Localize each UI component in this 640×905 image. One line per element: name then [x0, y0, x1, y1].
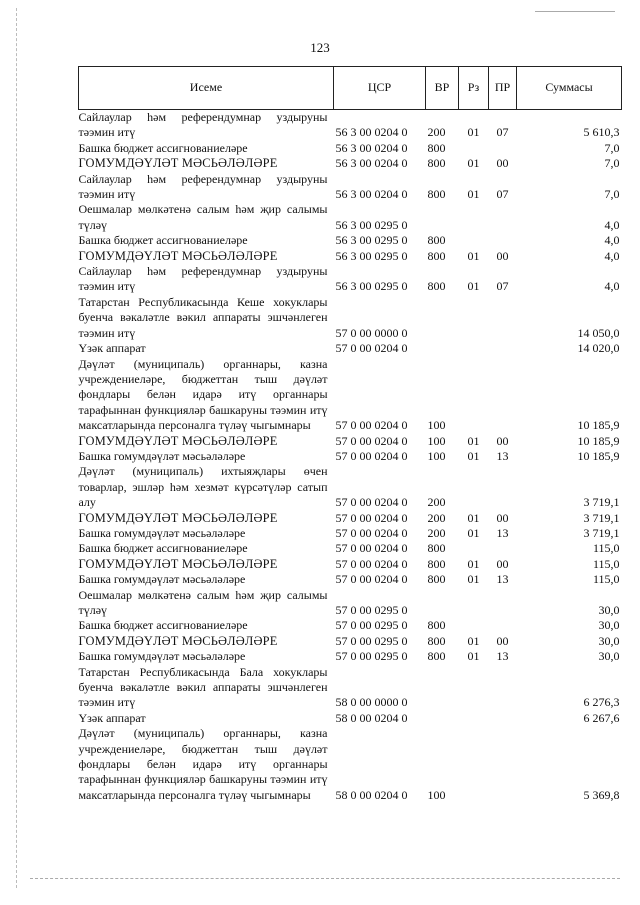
- table-row: [79, 172, 622, 203]
- cell-rz: 01: [467, 525, 480, 540]
- cell-pr: [489, 295, 517, 341]
- cell-csr: 58 0 00 0000 0: [335, 695, 408, 710]
- table-row: [79, 449, 622, 464]
- cell-vr: [426, 711, 459, 726]
- cell-vr: 800: [427, 279, 446, 294]
- table-row: [79, 726, 622, 803]
- cell-sum: 115,0: [592, 572, 620, 587]
- cell-vr: 800: [427, 156, 446, 171]
- cell-vr: 800: [427, 572, 446, 587]
- cell-sum: 30,0: [598, 649, 620, 664]
- cell-sum: 5 610,3: [583, 125, 620, 140]
- cell-vr: 100: [427, 433, 446, 448]
- cell-rz: [459, 665, 489, 711]
- cell-name: ГОМУМДӘҮЛӘТ МӘСЬӘЛӘЛӘРЕ: [78, 433, 278, 448]
- cell-sum: 3 719,1: [583, 525, 620, 540]
- header-rz: Рз: [459, 67, 489, 110]
- table-row: [79, 588, 622, 619]
- cell-sum: 7,0: [604, 156, 620, 171]
- cell-vr: 800: [427, 248, 446, 263]
- table-row: [79, 141, 622, 156]
- table-row: [79, 295, 622, 341]
- cell-pr: 13: [496, 525, 509, 540]
- cell-csr: 56 3 00 0295 0: [335, 279, 408, 294]
- cell-name: Башка бюджет ассигнованиеләре: [78, 618, 248, 633]
- table-row: [79, 634, 622, 649]
- cell-sum: 5 369,8: [583, 787, 620, 802]
- cell-rz: 01: [467, 572, 480, 587]
- cell-vr: [426, 665, 459, 711]
- table-row: [79, 526, 622, 541]
- cell-vr: 200: [427, 510, 446, 525]
- cell-vr: 800: [427, 140, 446, 155]
- table-row: [79, 156, 622, 171]
- cell-rz: 01: [467, 510, 480, 525]
- cell-name: Сайлаулар һәм референдумнар уздыруны тәэмин итү: [78, 110, 328, 140]
- cell-name: Башка гомумдәүләт мәсьәләләре: [78, 572, 246, 587]
- cell-pr: [489, 357, 517, 434]
- table-row: [79, 434, 622, 449]
- cell-vr: 200: [427, 495, 446, 510]
- cell-pr: [489, 341, 517, 356]
- cell-name: ГОМУМДӘҮЛӘТ МӘСЬӘЛӘЛӘРЕ: [78, 510, 278, 525]
- cell-sum: 115,0: [592, 541, 620, 556]
- cell-sum: 7,0: [604, 140, 620, 155]
- cell-pr: 00: [496, 556, 509, 571]
- cell-rz: 01: [467, 649, 480, 664]
- cell-name: Оешмалар мөлкәтенә салым һәм җир салымы түләү: [78, 587, 328, 617]
- cell-rz: [459, 541, 489, 556]
- cell-rz: [459, 202, 489, 233]
- cell-pr: 13: [496, 572, 509, 587]
- cell-vr: [426, 588, 459, 619]
- table-row: [79, 202, 622, 233]
- table-header-row: [79, 67, 622, 110]
- cell-csr: 57 0 00 0204 0: [335, 341, 408, 356]
- cell-sum: 10 185,9: [577, 418, 620, 433]
- cell-pr: [489, 202, 517, 233]
- cell-name: Сайлаулар һәм референдумнар уздыруны тәэмин итү: [78, 264, 328, 294]
- table-row: [79, 110, 622, 141]
- cell-sum: 30,0: [598, 618, 620, 633]
- cell-pr: [489, 588, 517, 619]
- cell-name: Татарстан Республикасында Бала хокуклары буенча вәкаләтле вәкил аппараты эшчәнлеген тәэмин итү: [78, 664, 328, 710]
- cell-pr: [489, 141, 517, 156]
- cell-name: Башка бюджет ассигнованиеләре: [78, 140, 248, 155]
- cell-pr: [489, 711, 517, 726]
- cell-sum: 3 719,1: [583, 510, 620, 525]
- cell-vr: [426, 295, 459, 341]
- header-vr: ВР: [426, 67, 459, 110]
- cell-vr: 800: [427, 541, 446, 556]
- table-row: [79, 233, 622, 248]
- cell-csr: 56 3 00 0295 0: [335, 217, 408, 232]
- cell-name: Башка гомумдәүләт мәсьәләләре: [78, 525, 246, 540]
- cell-rz: 01: [467, 125, 480, 140]
- cell-csr: 58 0 00 0204 0: [335, 710, 408, 725]
- cell-rz: [459, 295, 489, 341]
- cell-name: Дәүләт (муниципаль) органнары, казна учреждениеләре, бюджеттан тыш дәүләт фондлары белән идарә итү органнары тарафыннан функцияләр башкаруны тәэмин итү максатларында персоналга түләү чыгымнары: [78, 726, 328, 802]
- cell-sum: 6 276,3: [583, 695, 620, 710]
- header-sum: Суммасы: [517, 67, 622, 110]
- table-row: [79, 511, 622, 526]
- cell-csr: 57 0 00 0204 0: [335, 433, 408, 448]
- cell-pr: 00: [496, 248, 509, 263]
- cell-name: ГОМУМДӘҮЛӘТ МӘСЬӘЛӘЛӘРЕ: [78, 633, 278, 648]
- cell-sum: 4,0: [604, 233, 620, 248]
- scan-edge-top-rule: [535, 11, 615, 12]
- cell-rz: [459, 618, 489, 633]
- cell-name: Үзәк аппарат: [78, 341, 146, 356]
- cell-name: Дәүләт (муниципаль) органнары, казна учреждениеләре, бюджеттан тыш дәүләт фондлары белән идарә итү органнары тарафыннан функцияләр башкаруны тәэмин итү максатларында персоналга түләү чыгымнары: [78, 356, 328, 433]
- cell-name: Сайлаулар һәм референдумнар уздыруны тәэмин итү: [78, 171, 328, 202]
- cell-name: Татарстан Республикасында Кеше хокуклары буенча вәкаләтле вәкил аппараты эшчәнлеген тәэмин итү: [78, 294, 328, 340]
- cell-name: Башка гомумдәүләт мәсьәләләре: [78, 448, 246, 463]
- cell-pr: [489, 233, 517, 248]
- cell-vr: 800: [427, 187, 446, 202]
- cell-pr: [489, 665, 517, 711]
- cell-name: Башка бюджет ассигнованиеләре: [78, 541, 248, 556]
- cell-csr: 57 0 00 0204 0: [335, 541, 408, 556]
- cell-vr: [426, 341, 459, 356]
- cell-name: Оешмалар мөлкәтенә салым һәм җир салымы түләү: [78, 202, 328, 232]
- cell-rz: [459, 233, 489, 248]
- cell-rz: [459, 357, 489, 434]
- cell-name: Үзәк аппарат: [78, 710, 146, 725]
- cell-vr: 800: [427, 618, 446, 633]
- budget-table: [78, 66, 622, 803]
- cell-rz: 01: [467, 248, 480, 263]
- cell-rz: 01: [467, 187, 480, 202]
- cell-csr: 57 0 00 0295 0: [335, 618, 408, 633]
- table-body: [79, 110, 622, 804]
- cell-pr: [489, 464, 517, 510]
- cell-csr: 57 0 00 0204 0: [335, 556, 408, 571]
- header-csr: ЦСР: [334, 67, 426, 110]
- cell-rz: 01: [467, 556, 480, 571]
- cell-vr: 200: [427, 125, 446, 140]
- cell-csr: 56 3 00 0204 0: [335, 125, 408, 140]
- cell-sum: 14 020,0: [577, 341, 620, 356]
- cell-rz: 01: [467, 433, 480, 448]
- cell-pr: [489, 541, 517, 556]
- cell-csr: 57 0 00 0204 0: [335, 510, 408, 525]
- cell-rz: [459, 726, 489, 803]
- cell-csr: 56 3 00 0295 0: [335, 248, 408, 263]
- cell-csr: 57 0 00 0295 0: [335, 633, 408, 648]
- cell-name: ГОМУМДӘҮЛӘТ МӘСЬӘЛӘЛӘРЕ: [78, 556, 278, 571]
- cell-pr: 07: [496, 279, 509, 294]
- cell-sum: 4,0: [604, 248, 620, 263]
- table-row: [79, 357, 622, 434]
- cell-csr: 57 0 00 0204 0: [335, 572, 408, 587]
- table-row: [79, 665, 622, 711]
- cell-name: Башка гомумдәүләт мәсьәләләре: [78, 649, 246, 664]
- cell-pr: 13: [496, 649, 509, 664]
- cell-pr: 13: [496, 448, 509, 463]
- cell-csr: 56 3 00 0204 0: [335, 156, 408, 171]
- cell-vr: 800: [427, 649, 446, 664]
- cell-pr: 00: [496, 633, 509, 648]
- cell-sum: 30,0: [598, 603, 620, 617]
- cell-name: ГОМУМДӘҮЛӘТ МӘСЬӘЛӘЛӘРЕ: [78, 248, 278, 263]
- cell-vr: 800: [427, 556, 446, 571]
- cell-pr: 07: [496, 187, 509, 202]
- cell-csr: 57 0 00 0000 0: [335, 325, 408, 340]
- table-row: [79, 464, 622, 510]
- cell-vr: [426, 202, 459, 233]
- header-pr: ПР: [489, 67, 517, 110]
- cell-vr: 800: [427, 633, 446, 648]
- cell-csr: 57 0 00 0204 0: [335, 418, 408, 433]
- cell-rz: [459, 464, 489, 510]
- table-row: [79, 341, 622, 356]
- cell-csr: 57 0 00 0204 0: [335, 525, 408, 540]
- table-row: [79, 557, 622, 572]
- cell-sum: 30,0: [598, 633, 620, 648]
- cell-sum: 4,0: [604, 217, 620, 232]
- cell-csr: 56 3 00 0204 0: [335, 140, 408, 155]
- cell-sum: 4,0: [604, 279, 620, 294]
- cell-pr: 00: [496, 510, 509, 525]
- cell-csr: 57 0 00 0295 0: [335, 603, 408, 617]
- cell-vr: 100: [427, 448, 446, 463]
- cell-csr: 57 0 00 0204 0: [335, 495, 408, 510]
- cell-vr: 800: [427, 233, 446, 248]
- cell-rz: 01: [467, 156, 480, 171]
- cell-vr: 200: [427, 525, 446, 540]
- cell-sum: 14 050,0: [577, 325, 620, 340]
- cell-rz: [459, 141, 489, 156]
- header-name: Исеме: [79, 67, 334, 110]
- table-row: [79, 264, 622, 295]
- cell-pr: 00: [496, 156, 509, 171]
- cell-sum: 3 719,1: [583, 495, 620, 510]
- cell-csr: 58 0 00 0204 0: [335, 787, 408, 802]
- page-number: 123: [310, 40, 330, 55]
- table-row: [79, 711, 622, 726]
- cell-csr: 57 0 00 0295 0: [335, 649, 408, 664]
- cell-vr: 100: [427, 787, 446, 802]
- cell-sum: 7,0: [604, 187, 620, 202]
- cell-rz: [459, 711, 489, 726]
- cell-name: Дәүләт (муниципаль) ихтыяҗлары өчен товарлар, эшләр һәм хезмәт күрсәтүләр сатып алу: [78, 464, 328, 510]
- cell-rz: [459, 588, 489, 619]
- cell-sum: 115,0: [592, 556, 620, 571]
- cell-pr: 00: [496, 433, 509, 448]
- scan-edge-bottom-rule: [30, 878, 620, 879]
- cell-pr: [489, 618, 517, 633]
- cell-rz: 01: [467, 448, 480, 463]
- cell-rz: 01: [467, 633, 480, 648]
- table-row: [79, 249, 622, 264]
- scan-edge-left: [16, 8, 17, 888]
- table-row: [79, 649, 622, 664]
- table-row: [79, 618, 622, 633]
- cell-rz: 01: [467, 279, 480, 294]
- cell-pr: 07: [496, 125, 509, 140]
- cell-name: Башка бюджет ассигнованиеләре: [78, 233, 248, 248]
- cell-sum: 10 185,9: [577, 433, 620, 448]
- cell-csr: 56 3 00 0204 0: [335, 187, 408, 202]
- cell-csr: 57 0 00 0204 0: [335, 448, 408, 463]
- cell-pr: [489, 726, 517, 803]
- cell-sum: 10 185,9: [577, 448, 620, 463]
- cell-vr: 100: [427, 418, 446, 433]
- cell-sum: 6 267,6: [583, 710, 620, 725]
- table-row: [79, 572, 622, 587]
- cell-csr: 56 3 00 0295 0: [335, 233, 408, 248]
- table-row: [79, 541, 622, 556]
- cell-rz: [459, 341, 489, 356]
- cell-name: ГОМУМДӘҮЛӘТ МӘСЬӘЛӘЛӘРЕ: [78, 156, 278, 171]
